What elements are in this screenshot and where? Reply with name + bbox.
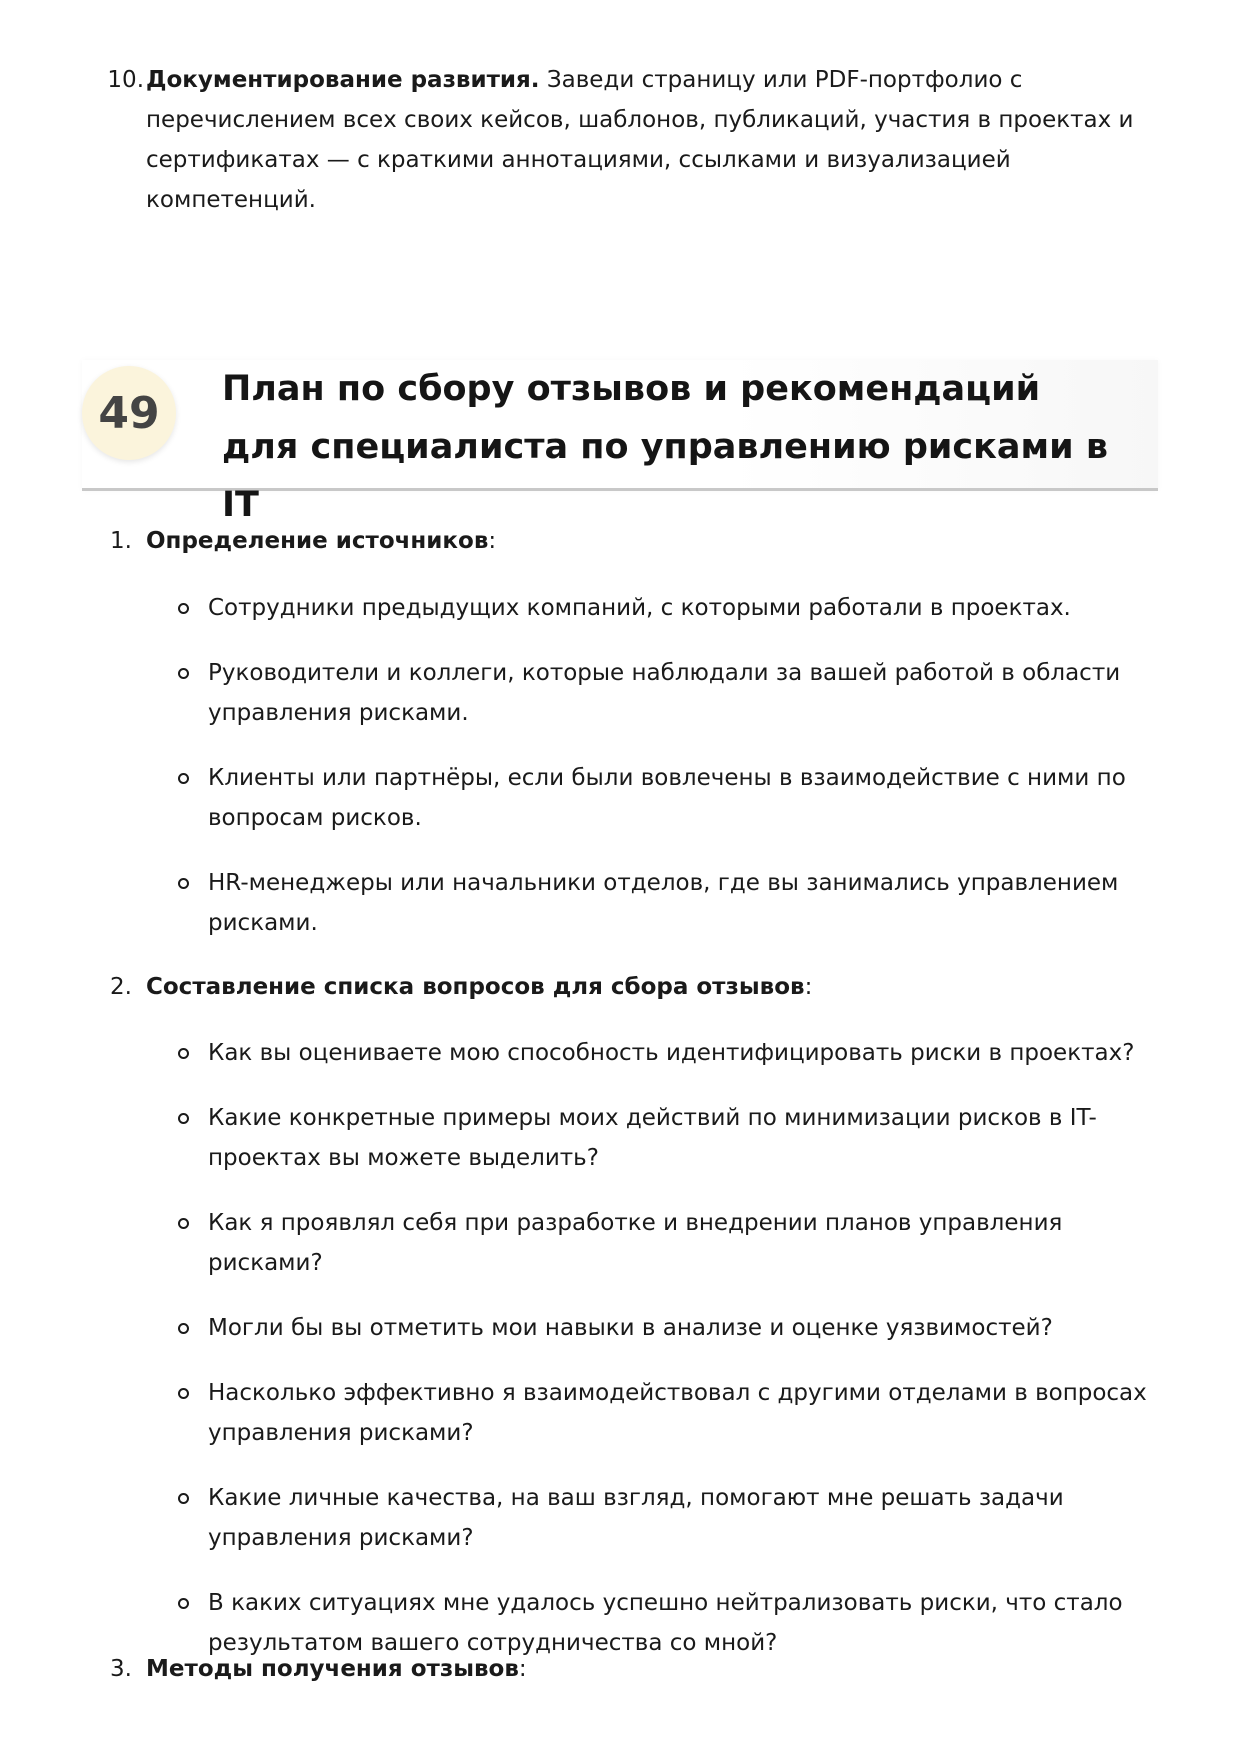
bullet-text: Сотрудники предыдущих компаний, с которыми работали в проектах. <box>208 595 1071 621</box>
list-item-title: Определение источников <box>146 528 489 554</box>
bullet-icon <box>178 878 189 889</box>
list-item-suffix: : <box>518 1656 527 1682</box>
bullet-text: Как вы оцениваете мою способность идентифицировать риски в проектах? <box>208 1040 1135 1066</box>
bullet-icon <box>178 1598 189 1609</box>
section-number-badge: 49 <box>82 366 176 460</box>
list-item <box>100 967 1160 1007</box>
list-item-body <box>146 1649 1160 1689</box>
list-item <box>178 1098 1158 1178</box>
list-item-title: Составление списка вопросов для сбора отзывов <box>146 974 805 1000</box>
bullet-text: В каких ситуациях мне удалось успешно нейтрализовать риски, что стало результатом вашего сотрудничества со мной? <box>208 1590 1123 1656</box>
bullet-text: Какие личные качества, на ваш взгляд, помогают мне решать задачи управления рисками? <box>208 1485 1064 1551</box>
list-item-suffix: : <box>804 974 813 1000</box>
bullet-text: Насколько эффективно я взаимодействовал с другими отделами в вопросах управления рисками? <box>208 1380 1147 1446</box>
list-item <box>178 758 1158 838</box>
list-number: 1. <box>110 528 132 554</box>
bullet-icon <box>178 773 189 784</box>
bullet-text: Какие конкретные примеры моих действий по минимизации рисков в IT-проектах вы можете выделить? <box>208 1105 1097 1171</box>
bullet-icon <box>178 1493 189 1504</box>
list-item <box>178 1373 1158 1453</box>
list-item <box>178 863 1158 943</box>
list-item <box>178 653 1158 733</box>
bullet-icon <box>178 1113 189 1124</box>
bullet-icon <box>178 668 189 679</box>
bullet-text: Могли бы вы отметить мои навыки в анализе и оценке уязвимостей? <box>208 1315 1053 1341</box>
list-item <box>100 521 1160 561</box>
list-number: 3. <box>110 1656 132 1682</box>
list-item <box>178 1478 1158 1558</box>
sub-list <box>178 588 1158 943</box>
list-item-title: Методы получения отзывов <box>146 1656 519 1682</box>
bullet-text: HR-менеджеры или начальники отделов, где вы занимались управлением рисками. <box>208 870 1119 936</box>
list-item-body <box>146 60 1170 220</box>
bullet-icon <box>178 1388 189 1399</box>
list-item-suffix: : <box>488 528 497 554</box>
list-item-body <box>146 521 1160 561</box>
list-item <box>178 1308 1158 1348</box>
section-header <box>82 360 1158 525</box>
sub-list <box>178 1033 1158 1663</box>
bullet-icon <box>178 1323 189 1334</box>
bullet-text: Руководители и коллеги, которые наблюдали за вашей работой в области управления рисками. <box>208 660 1121 726</box>
list-item-text: Заведи страницу или PDF-портфолио с перечислением всех своих кейсов, шаблонов, публикаций, участия в проектах и сертификатах — с краткими аннотациями, ссылками и визуализацией компетенций. <box>146 67 1134 213</box>
bullet-icon <box>178 603 189 614</box>
bullet-icon <box>178 1218 189 1229</box>
list-item <box>178 1203 1158 1283</box>
previous-list-item <box>100 60 1170 220</box>
list-item <box>100 1649 1160 1689</box>
list-item <box>178 1033 1158 1073</box>
list-number: 10. <box>107 67 144 93</box>
bullet-icon <box>178 1048 189 1059</box>
bullet-text: Как я проявлял себя при разработке и внедрении планов управления рисками? <box>208 1210 1063 1276</box>
list-item-title: Документирование развития. <box>146 67 540 93</box>
list-number: 2. <box>110 974 132 1000</box>
bullet-text: Клиенты или партнёры, если были вовлечены в взаимодействие с ними по вопросам рисков. <box>208 765 1126 831</box>
list-item <box>178 588 1158 628</box>
section-title: План по сбору отзывов и рекомендаций для специалиста по управлению рисками в IT <box>222 369 1108 525</box>
list-item-body <box>146 967 1160 1007</box>
